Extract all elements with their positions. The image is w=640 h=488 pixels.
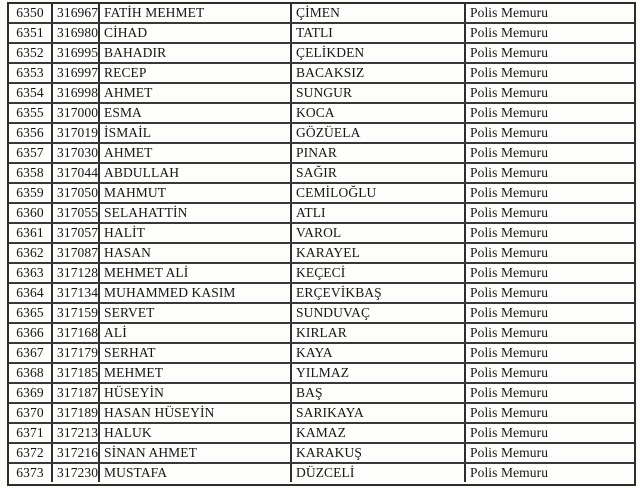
personnel-roster-table xyxy=(7,2,636,486)
table-row xyxy=(9,124,634,144)
last-name-cell: BACAKSIZ xyxy=(292,64,466,82)
roster-table-body xyxy=(9,4,634,484)
id-number-cell: 317159 xyxy=(53,304,100,322)
id-number-cell: 317057 xyxy=(53,224,100,242)
id-number-cell: 316967 xyxy=(53,4,100,22)
id-number-cell: 317189 xyxy=(53,404,100,422)
row-number-cell: 6357 xyxy=(9,144,53,162)
row-number-cell: 6366 xyxy=(9,324,53,342)
table-row xyxy=(9,364,634,384)
table-row xyxy=(9,244,634,264)
row-number-cell: 6358 xyxy=(9,164,53,182)
table-row xyxy=(9,204,634,224)
first-name-cell: ESMA xyxy=(100,104,292,122)
occupation-cell: Polis Memuru xyxy=(470,325,549,340)
occupation-cell: Polis Memuru xyxy=(470,305,549,320)
first-name-cell: SİNAN AHMET xyxy=(100,444,292,462)
id-number-cell: 317044 xyxy=(53,164,100,182)
last-name-cell: SUNDUVAÇ xyxy=(292,304,466,322)
id-number-cell: 317230 xyxy=(53,464,100,482)
last-name-cell: VAROL xyxy=(292,224,466,242)
last-name-cell: CEMİLOĞLU xyxy=(292,184,466,202)
last-name-cell: BAŞ xyxy=(292,384,466,402)
occupation-cell: Polis Memuru xyxy=(470,45,549,60)
first-name-cell: İSMAİL xyxy=(100,124,292,142)
last-name-cell: SAĞIR xyxy=(292,164,466,182)
row-number-cell: 6362 xyxy=(9,244,53,262)
row-number-cell: 6365 xyxy=(9,304,53,322)
last-name-cell: ÇELİKDEN xyxy=(292,44,466,62)
first-name-cell: HASAN HÜSEYİN xyxy=(100,404,292,422)
table-row xyxy=(9,384,634,404)
id-number-cell: 317213 xyxy=(53,424,100,442)
last-name-cell: ATLI xyxy=(292,204,466,222)
row-number-cell: 6351 xyxy=(9,24,53,42)
id-number-cell: 317168 xyxy=(53,324,100,342)
id-number-cell: 316998 xyxy=(53,84,100,102)
id-number-cell: 316980 xyxy=(53,24,100,42)
id-number-cell: 317128 xyxy=(53,264,100,282)
occupation-cell: Polis Memuru xyxy=(470,425,549,440)
row-number-cell: 6352 xyxy=(9,44,53,62)
first-name-cell: ABDULLAH xyxy=(100,164,292,182)
table-row xyxy=(9,104,634,124)
occupation-cell: Polis Memuru xyxy=(470,165,549,180)
last-name-cell: GÖZÜELA xyxy=(292,124,466,142)
id-number-cell: 317055 xyxy=(53,204,100,222)
first-name-cell: MUSTAFA xyxy=(100,464,292,482)
table-row xyxy=(9,84,634,104)
last-name-cell: KEÇECİ xyxy=(292,264,466,282)
row-number-cell: 6359 xyxy=(9,184,53,202)
last-name-cell: SARIKAYA xyxy=(292,404,466,422)
occupation-cell: Polis Memuru xyxy=(470,105,549,120)
occupation-cell: Polis Memuru xyxy=(470,225,549,240)
row-number-cell: 6367 xyxy=(9,344,53,362)
first-name-cell: AHMET xyxy=(100,144,292,162)
last-name-cell: KARAYEL xyxy=(292,244,466,262)
occupation-cell: Polis Memuru xyxy=(470,445,549,460)
table-row xyxy=(9,264,634,284)
row-number-cell: 6368 xyxy=(9,364,53,382)
id-number-cell: 317187 xyxy=(53,384,100,402)
first-name-cell: SERHAT xyxy=(100,344,292,362)
occupation-cell: Polis Memuru xyxy=(470,25,549,40)
table-row xyxy=(9,404,634,424)
id-number-cell: 316997 xyxy=(53,64,100,82)
table-row xyxy=(9,224,634,244)
row-number-cell: 6364 xyxy=(9,284,53,302)
table-row xyxy=(9,4,634,24)
first-name-cell: HASAN xyxy=(100,244,292,262)
last-name-cell: PINAR xyxy=(292,144,466,162)
occupation-cell: Polis Memuru xyxy=(470,205,549,220)
id-number-cell: 317216 xyxy=(53,444,100,462)
last-name-cell: SUNGUR xyxy=(292,84,466,102)
first-name-cell: HALUK xyxy=(100,424,292,442)
last-name-cell: KOCA xyxy=(292,104,466,122)
first-name-cell: FATİH MEHMET xyxy=(100,4,292,22)
table-row xyxy=(9,144,634,164)
first-name-cell: SELAHATTİN xyxy=(100,204,292,222)
id-number-cell: 317030 xyxy=(53,144,100,162)
occupation-cell: Polis Memuru xyxy=(470,385,549,400)
table-row xyxy=(9,284,634,304)
row-number-cell: 6371 xyxy=(9,424,53,442)
occupation-cell: Polis Memuru xyxy=(470,5,549,20)
row-number-cell: 6363 xyxy=(9,264,53,282)
row-number-cell: 6355 xyxy=(9,104,53,122)
first-name-cell: MEHMET xyxy=(100,364,292,382)
occupation-cell: Polis Memuru xyxy=(470,345,549,360)
id-number-cell: 317000 xyxy=(53,104,100,122)
row-number-cell: 6354 xyxy=(9,84,53,102)
table-row xyxy=(9,324,634,344)
first-name-cell: MEHMET ALİ xyxy=(100,264,292,282)
table-row xyxy=(9,304,634,324)
last-name-cell: KAMAZ xyxy=(292,424,466,442)
occupation-cell: Polis Memuru xyxy=(470,265,549,280)
occupation-cell: Polis Memuru xyxy=(470,465,549,480)
table-row xyxy=(9,444,634,464)
first-name-cell: AHMET xyxy=(100,84,292,102)
occupation-cell: Polis Memuru xyxy=(470,245,549,260)
last-name-cell: ÇİMEN xyxy=(292,4,466,22)
id-number-cell: 316995 xyxy=(53,44,100,62)
last-name-cell: KIRLAR xyxy=(292,324,466,342)
id-number-cell: 317019 xyxy=(53,124,100,142)
table-row xyxy=(9,24,634,44)
occupation-cell: Polis Memuru xyxy=(470,85,549,100)
occupation-cell: Polis Memuru xyxy=(470,125,549,140)
first-name-cell: ALİ xyxy=(100,324,292,342)
first-name-cell: SERVET xyxy=(100,304,292,322)
row-number-cell: 6353 xyxy=(9,64,53,82)
row-number-cell: 6350 xyxy=(9,4,53,22)
first-name-cell: HÜSEYİN xyxy=(100,384,292,402)
first-name-cell: MAHMUT xyxy=(100,184,292,202)
row-number-cell: 6373 xyxy=(9,464,53,482)
last-name-cell: DÜZCELİ xyxy=(292,464,466,482)
row-number-cell: 6370 xyxy=(9,404,53,422)
occupation-cell: Polis Memuru xyxy=(470,405,549,420)
last-name-cell: TATLI xyxy=(292,24,466,42)
table-row xyxy=(9,64,634,84)
occupation-cell: Polis Memuru xyxy=(470,285,549,300)
first-name-cell: BAHADIR xyxy=(100,44,292,62)
first-name-cell: MUHAMMED KASIM xyxy=(100,284,292,302)
first-name-cell: CİHAD xyxy=(100,24,292,42)
occupation-cell: Polis Memuru xyxy=(470,65,549,80)
id-number-cell: 317050 xyxy=(53,184,100,202)
first-name-cell: HALİT xyxy=(100,224,292,242)
row-number-cell: 6369 xyxy=(9,384,53,402)
row-number-cell: 6360 xyxy=(9,204,53,222)
table-row xyxy=(9,164,634,184)
occupation-cell: Polis Memuru xyxy=(470,145,549,160)
row-number-cell: 6361 xyxy=(9,224,53,242)
id-number-cell: 317134 xyxy=(53,284,100,302)
occupation-cell: Polis Memuru xyxy=(470,365,549,380)
first-name-cell: RECEP xyxy=(100,64,292,82)
row-number-cell: 6372 xyxy=(9,444,53,462)
table-row xyxy=(9,424,634,444)
last-name-cell: YILMAZ xyxy=(292,364,466,382)
table-row xyxy=(9,184,634,204)
last-name-cell: ERÇEVİKBAŞ xyxy=(292,284,466,302)
table-row xyxy=(9,44,634,64)
table-row xyxy=(9,464,634,484)
occupation-cell: Polis Memuru xyxy=(470,185,549,200)
id-number-cell: 317185 xyxy=(53,364,100,382)
id-number-cell: 317087 xyxy=(53,244,100,262)
last-name-cell: KARAKUŞ xyxy=(292,444,466,462)
id-number-cell: 317179 xyxy=(53,344,100,362)
table-row xyxy=(9,344,634,364)
last-name-cell: KAYA xyxy=(292,344,466,362)
row-number-cell: 6356 xyxy=(9,124,53,142)
